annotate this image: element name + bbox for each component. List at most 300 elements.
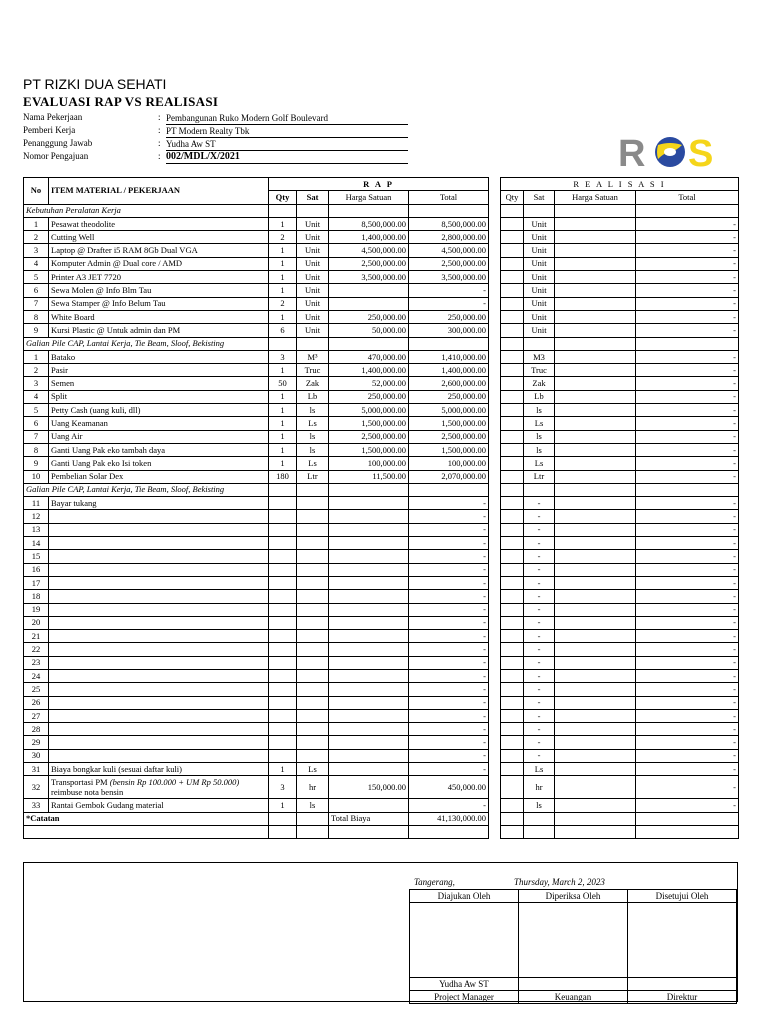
signature-role: Keuangan [518, 991, 627, 1004]
info-colon: : [158, 151, 161, 161]
row-r-harga [555, 350, 636, 363]
empty-cell [409, 483, 489, 496]
row-r-sat: - [524, 603, 555, 616]
empty-cell [297, 337, 329, 350]
section-header [24, 204, 739, 217]
empty-cell [269, 483, 297, 496]
row-item: White Board [49, 310, 269, 323]
row-r-total: - [636, 443, 739, 456]
row-r-harga [555, 510, 636, 523]
row-r-qty [501, 683, 524, 696]
empty-cell [409, 337, 489, 350]
table-row [24, 377, 739, 390]
row-sat: Ls [297, 417, 329, 430]
empty-cell [501, 337, 524, 350]
row-item: Uang Air [49, 430, 269, 443]
row-r-total: - [636, 497, 739, 510]
row-total: 2,070,000.00 [409, 470, 489, 483]
row-sat [297, 537, 329, 550]
row-r-qty [501, 244, 524, 257]
empty-cell [501, 812, 524, 825]
row-r-total: - [636, 696, 739, 709]
row-total: 100,000.00 [409, 457, 489, 470]
total-value: 41,130,000.00 [409, 812, 489, 825]
row-qty: 1 [269, 244, 297, 257]
row-item [49, 709, 269, 722]
row-item [49, 537, 269, 550]
row-r-harga [555, 723, 636, 736]
row-harga [329, 709, 409, 722]
row-sat: ls [297, 443, 329, 456]
row-r-sat: Unit [524, 310, 555, 323]
row-sat: ls [297, 404, 329, 417]
empty-cell [636, 337, 739, 350]
row-total: - [409, 590, 489, 603]
row-r-harga [555, 217, 636, 230]
row-total: - [409, 603, 489, 616]
table-row [24, 350, 739, 363]
row-harga [329, 799, 409, 812]
column-gap [489, 244, 501, 257]
row-r-sat: ls [524, 404, 555, 417]
empty-cell [269, 825, 297, 838]
row-r-total: - [636, 324, 739, 337]
row-r-sat: Unit [524, 271, 555, 284]
row-r-sat: ls [524, 799, 555, 812]
row-r-qty [501, 763, 524, 776]
table-row [24, 736, 739, 749]
row-r-harga [555, 683, 636, 696]
empty-cell [636, 483, 739, 496]
table-row [24, 324, 739, 337]
row-total: 8,500,000.00 [409, 217, 489, 230]
signature-place: Tangerang, [414, 877, 455, 887]
row-r-harga [555, 297, 636, 310]
row-r-total: - [636, 310, 739, 323]
empty-cell [269, 337, 297, 350]
row-qty [269, 643, 297, 656]
column-gap [489, 763, 501, 776]
row-no: 5 [24, 271, 49, 284]
table-row [24, 297, 739, 310]
table-row [24, 550, 739, 563]
column-gap [489, 537, 501, 550]
row-sat [297, 656, 329, 669]
row-sat [297, 497, 329, 510]
signature-space [518, 903, 627, 978]
row-r-harga [555, 603, 636, 616]
signature-role: Project Manager [410, 991, 519, 1004]
row-total: 1,500,000.00 [409, 417, 489, 430]
table-row [24, 364, 739, 377]
row-r-qty [501, 723, 524, 736]
row-qty [269, 669, 297, 682]
row-sat: ls [297, 799, 329, 812]
row-r-total: - [636, 763, 739, 776]
row-qty [269, 736, 297, 749]
column-gap [489, 749, 501, 762]
row-qty: 1 [269, 271, 297, 284]
row-sat: Unit [297, 297, 329, 310]
row-r-total: - [636, 271, 739, 284]
row-no: 14 [24, 537, 49, 550]
row-r-qty [501, 231, 524, 244]
row-qty [269, 696, 297, 709]
row-r-harga [555, 404, 636, 417]
header-r-qty: Qty [501, 191, 524, 204]
column-gap [489, 271, 501, 284]
table-row [24, 723, 739, 736]
row-sat: Unit [297, 257, 329, 270]
column-gap [489, 669, 501, 682]
row-r-qty [501, 310, 524, 323]
total-spacer-row [24, 825, 739, 838]
row-r-harga [555, 310, 636, 323]
column-gap [489, 324, 501, 337]
row-sat [297, 603, 329, 616]
table-row [24, 563, 739, 576]
row-r-harga [555, 736, 636, 749]
row-harga [329, 497, 409, 510]
info-value: Yudha Aw ST [166, 138, 408, 151]
row-sat: Unit [297, 271, 329, 284]
table-row [24, 470, 739, 483]
row-r-harga [555, 537, 636, 550]
row-no: 28 [24, 723, 49, 736]
row-r-qty [501, 457, 524, 470]
row-total: - [409, 669, 489, 682]
row-r-qty [501, 563, 524, 576]
row-r-harga [555, 271, 636, 284]
row-no: 15 [24, 550, 49, 563]
row-r-harga [555, 630, 636, 643]
row-sat: Ls [297, 457, 329, 470]
row-r-total: - [636, 776, 739, 799]
empty-cell [524, 812, 555, 825]
row-item: Semen [49, 377, 269, 390]
info-label: Nama Pekerjaan [23, 112, 83, 122]
row-item: Pesawat theodolite [49, 217, 269, 230]
row-total: 5,000,000.00 [409, 404, 489, 417]
row-qty [269, 497, 297, 510]
table-row [24, 603, 739, 616]
row-r-qty [501, 404, 524, 417]
row-qty [269, 510, 297, 523]
row-harga: 250,000.00 [329, 390, 409, 403]
table-row [24, 616, 739, 629]
table-row [24, 709, 739, 722]
row-no: 26 [24, 696, 49, 709]
row-r-sat: - [524, 696, 555, 709]
row-total: 4,500,000.00 [409, 244, 489, 257]
row-item: Bayar tukang [49, 497, 269, 510]
row-total: 450,000.00 [409, 776, 489, 799]
row-item: Cutting Well [49, 231, 269, 244]
row-total: - [409, 576, 489, 589]
row-total: 1,400,000.00 [409, 364, 489, 377]
row-r-sat: hr [524, 776, 555, 799]
row-r-qty [501, 643, 524, 656]
row-r-harga [555, 417, 636, 430]
row-harga: 1,400,000.00 [329, 231, 409, 244]
row-qty: 1 [269, 430, 297, 443]
row-r-harga [555, 244, 636, 257]
table-row [24, 417, 739, 430]
row-r-total: - [636, 390, 739, 403]
row-r-qty [501, 576, 524, 589]
row-sat [297, 590, 329, 603]
row-sat [297, 550, 329, 563]
row-no: 1 [24, 350, 49, 363]
row-r-harga [555, 523, 636, 536]
row-r-harga [555, 284, 636, 297]
header-harga: Harga Satuan [329, 191, 409, 204]
row-r-sat: ls [524, 430, 555, 443]
row-no: 4 [24, 257, 49, 270]
row-item: Laptop @ Drafter i5 RAM 8Gb Dual VGA [49, 244, 269, 257]
row-item [49, 550, 269, 563]
row-r-sat: M3 [524, 350, 555, 363]
row-r-harga [555, 763, 636, 776]
row-item-text: Transportasi PM [51, 777, 110, 788]
row-harga: 50,000.00 [329, 324, 409, 337]
empty-cell [297, 204, 329, 217]
row-total: - [409, 550, 489, 563]
signature-block [23, 862, 738, 1002]
row-r-sat: - [524, 523, 555, 536]
header-r-sat: Sat [524, 191, 555, 204]
row-r-sat: - [524, 537, 555, 550]
row-sat [297, 683, 329, 696]
column-gap [489, 417, 501, 430]
row-harga [329, 603, 409, 616]
row-r-harga [555, 749, 636, 762]
column-gap [489, 257, 501, 270]
header-r-total: Total [636, 191, 739, 204]
row-sat [297, 736, 329, 749]
row-r-qty [501, 709, 524, 722]
table-row [24, 257, 739, 270]
row-qty: 1 [269, 310, 297, 323]
row-no: 3 [24, 244, 49, 257]
row-qty: 2 [269, 297, 297, 310]
row-r-sat: - [524, 616, 555, 629]
empty-cell [329, 337, 409, 350]
row-harga [329, 736, 409, 749]
table-row [24, 763, 739, 776]
column-gap [489, 736, 501, 749]
empty-cell [269, 812, 297, 825]
row-r-total: - [636, 736, 739, 749]
row-r-sat: - [524, 643, 555, 656]
row-r-harga [555, 324, 636, 337]
table-row [24, 683, 739, 696]
row-qty: 50 [269, 377, 297, 390]
empty-cell [409, 204, 489, 217]
column-gap [489, 364, 501, 377]
total-row [24, 812, 739, 825]
row-item: Split [49, 390, 269, 403]
row-item: Uang Keamanan [49, 417, 269, 430]
row-harga [329, 590, 409, 603]
row-no: 24 [24, 669, 49, 682]
row-sat: Lb [297, 390, 329, 403]
row-r-harga [555, 669, 636, 682]
row-item [49, 616, 269, 629]
table-row [24, 310, 739, 323]
row-total: - [409, 523, 489, 536]
row-qty: 2 [269, 231, 297, 244]
column-gap [489, 310, 501, 323]
table-row [24, 284, 739, 297]
row-r-total: - [636, 417, 739, 430]
row-sat: Unit [297, 324, 329, 337]
header-total: Total [409, 191, 489, 204]
row-harga [329, 643, 409, 656]
row-total: 300,000.00 [409, 324, 489, 337]
row-no: 6 [24, 284, 49, 297]
empty-cell [524, 483, 555, 496]
row-r-sat: - [524, 683, 555, 696]
row-r-sat: - [524, 630, 555, 643]
table-row [24, 696, 739, 709]
column-gap [489, 550, 501, 563]
empty-cell [269, 204, 297, 217]
row-total: 3,500,000.00 [409, 271, 489, 284]
empty-cell [555, 204, 636, 217]
row-qty: 1 [269, 763, 297, 776]
row-no: 8 [24, 443, 49, 456]
row-r-sat: Zak [524, 377, 555, 390]
column-gap [489, 377, 501, 390]
row-qty [269, 576, 297, 589]
row-sat: Unit [297, 231, 329, 244]
signature-name [628, 978, 737, 991]
row-r-qty [501, 656, 524, 669]
row-qty: 3 [269, 776, 297, 799]
row-harga [329, 696, 409, 709]
row-item: Batako [49, 350, 269, 363]
row-r-qty [501, 510, 524, 523]
row-r-harga [555, 709, 636, 722]
signature-col-disetujui: Disetujui Oleh [628, 890, 737, 903]
table-body [24, 204, 739, 839]
row-qty: 6 [269, 324, 297, 337]
empty-cell [524, 204, 555, 217]
row-harga [329, 537, 409, 550]
row-r-harga [555, 563, 636, 576]
row-r-total: - [636, 643, 739, 656]
row-total: 2,800,000.00 [409, 231, 489, 244]
row-no: 9 [24, 457, 49, 470]
column-gap [489, 630, 501, 643]
row-harga: 1,400,000.00 [329, 364, 409, 377]
row-r-sat: - [524, 590, 555, 603]
row-no: 2 [24, 364, 49, 377]
row-item [49, 723, 269, 736]
row-r-sat: - [524, 723, 555, 736]
row-harga [329, 749, 409, 762]
column-gap [489, 231, 501, 244]
row-r-sat: Truc [524, 364, 555, 377]
row-qty [269, 709, 297, 722]
row-item: Komputer Admin @ Dual core / AMD [49, 257, 269, 270]
row-qty: 1 [269, 799, 297, 812]
row-r-qty [501, 776, 524, 799]
row-r-qty [501, 537, 524, 550]
row-r-total: - [636, 576, 739, 589]
row-r-harga [555, 457, 636, 470]
section-header [24, 483, 739, 496]
row-r-harga [555, 231, 636, 244]
row-r-total: - [636, 470, 739, 483]
row-r-sat: Lb [524, 390, 555, 403]
row-r-qty [501, 324, 524, 337]
row-r-qty [501, 749, 524, 762]
row-total: - [409, 683, 489, 696]
row-harga: 3,500,000.00 [329, 271, 409, 284]
row-r-sat: Unit [524, 297, 555, 310]
header-rap: R A P [269, 178, 489, 191]
row-sat: Truc [297, 364, 329, 377]
info-label: Pemberi Kerja [23, 125, 76, 135]
table-row [24, 776, 739, 799]
row-r-sat: - [524, 749, 555, 762]
empty-cell [409, 825, 489, 838]
table-row [24, 244, 739, 257]
row-total: - [409, 630, 489, 643]
row-harga: 2,500,000.00 [329, 257, 409, 270]
row-r-qty [501, 630, 524, 643]
row-harga: 1,500,000.00 [329, 443, 409, 456]
row-sat [297, 576, 329, 589]
row-r-total: - [636, 550, 739, 563]
row-harga: 250,000.00 [329, 310, 409, 323]
row-r-qty [501, 217, 524, 230]
empty-cell [329, 483, 409, 496]
row-qty: 1 [269, 257, 297, 270]
row-no: 21 [24, 630, 49, 643]
column-gap [489, 603, 501, 616]
table-row [24, 630, 739, 643]
row-qty: 1 [269, 457, 297, 470]
row-r-harga [555, 550, 636, 563]
column-gap [489, 284, 501, 297]
info-value: Pembangunan Ruko Modern Golf Boulevard [166, 112, 408, 125]
row-harga: 470,000.00 [329, 350, 409, 363]
empty-cell [501, 204, 524, 217]
row-r-sat: Unit [524, 244, 555, 257]
column-gap [489, 616, 501, 629]
column-gap [489, 696, 501, 709]
row-item [49, 576, 269, 589]
row-r-qty [501, 271, 524, 284]
row-no: 16 [24, 563, 49, 576]
row-harga [329, 656, 409, 669]
row-qty [269, 630, 297, 643]
row-sat: M³ [297, 350, 329, 363]
row-no: 22 [24, 643, 49, 656]
info-label: Nomor Pengajuan [23, 151, 89, 161]
row-r-sat: - [524, 497, 555, 510]
row-r-qty [501, 350, 524, 363]
header-sat: Sat [297, 191, 329, 204]
row-total: 1,410,000.00 [409, 350, 489, 363]
row-r-total: - [636, 563, 739, 576]
empty-cell [636, 825, 739, 838]
row-no: 30 [24, 749, 49, 762]
row-r-qty [501, 590, 524, 603]
